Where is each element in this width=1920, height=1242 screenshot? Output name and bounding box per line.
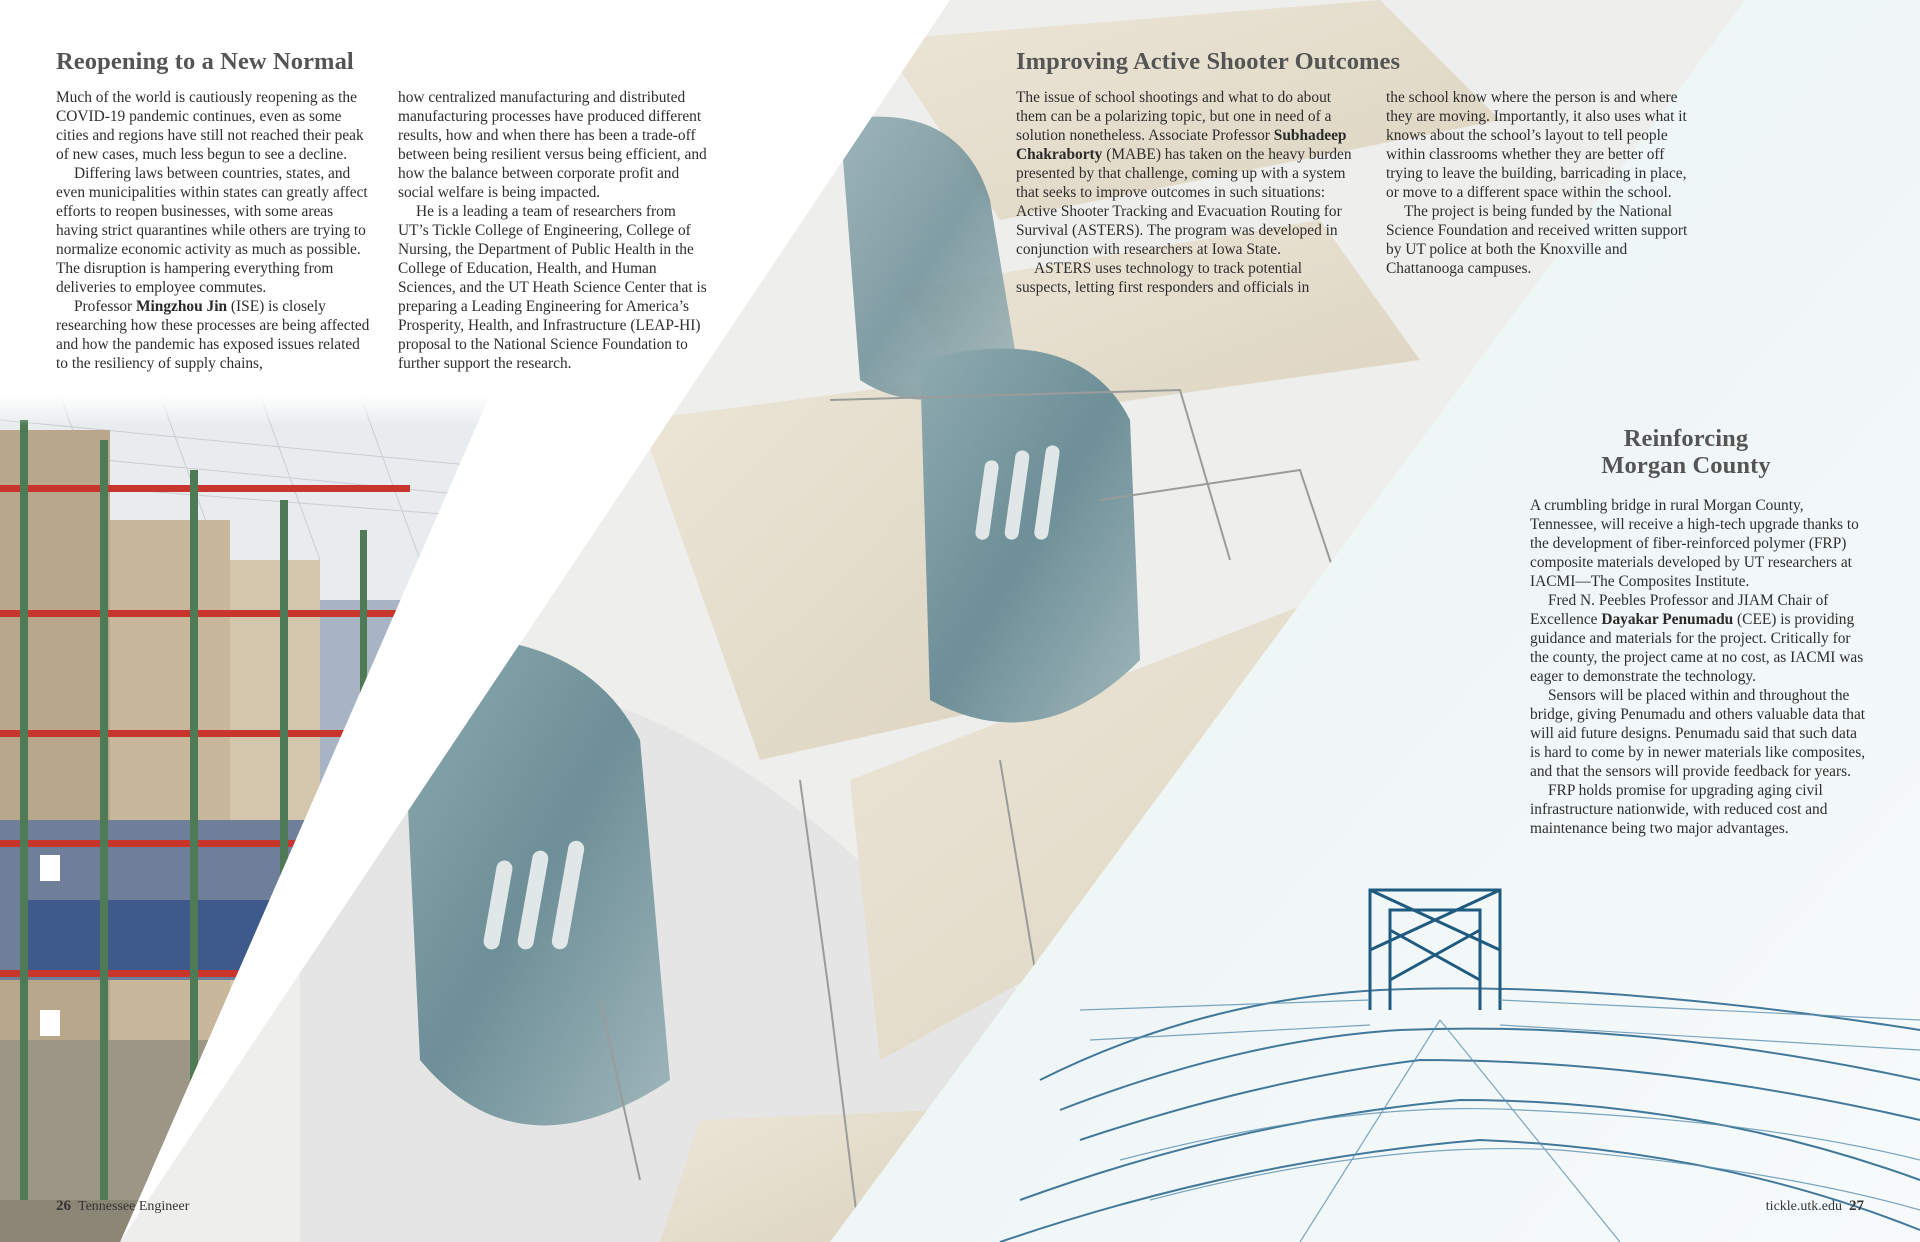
reopening-column-2 <box>398 88 710 373</box>
shooter-paragraph-2: ASTERS uses technology to track potential suspects, letting first responders and officials in <box>1016 260 1310 296</box>
shooter-paragraph-1: The issue of school shootings and what to do about them can be a polarizing topic, but one in need of a solution nonetheless. Associate Professor Subhadeep Chakraborty (MABE) has taken on the heavy burden presented by that challenge, coming up with a system that seeks to improve outcomes in such situations: Active Shooter Tracking and Evacuation Routing for Survival (ASTERS). The program was developed in conjunction with researchers at Iowa State. <box>1016 89 1352 258</box>
reopening-paragraph-1: Much of the world is cautiously reopening as the COVID-19 pandemic continues, even as some cities and regions have still not reached their peak of new cases, much less begun to see a decline. <box>56 89 364 163</box>
reopening-paragraph-5: He is a leading a team of researchers from UT’s Tickle College of Engineering, College of Nursing, the Department of Public Health in the College of Education, Health, and Human Sciences, and the UT Heath Science Center that is preparing a Leading Engineering for America’s Prosperity, Health, and Infrastructure (LEAP-HI) proposal to the National Science Foundation to further support the research. <box>398 203 707 372</box>
researcher-name-penumadu: Dayakar Penumadu <box>1601 611 1734 628</box>
morgan-title-line-2: Morgan County <box>1601 452 1771 479</box>
morgan-title-line-1: Reinforcing <box>1623 425 1749 452</box>
morgan-paragraph-4: FRP holds promise for upgrading aging civil infrastructure nationwide, with reduced cost and maintenance being two major advantages. <box>1530 782 1828 837</box>
researcher-name-chakraborty: Subhadeep Chakraborty <box>1016 127 1347 163</box>
shooter-column-1 <box>1016 88 1352 297</box>
reopening-paragraph-4: how centralized manufacturing and distributed manufacturing processes have produced different results, how and when there has been a trade-off between being resilient versus being efficient, and how the balance between corporate profit and social welfare is being impacted. <box>398 89 707 201</box>
page-number-left: 26 <box>56 1198 71 1214</box>
morgan-column <box>1530 496 1868 838</box>
reopening-column-1 <box>56 88 372 373</box>
morgan-paragraph-3: Sensors will be placed within and throughout the bridge, giving Penumadu and others valuable data that will aid future designs. Penumadu said that such data is hard to come by in newer materials like composites, and that the sensors will provide feedback for years. <box>1530 687 1866 780</box>
reopening-paragraph-2: Differing laws between countries, states, and even municipalities within states can greatly affect efforts to reopen businesses, with some areas having strict quarantines while others are trying to normalize economic activity as much as possible. The disruption is hampering everything from deliveries to employee commutes. <box>56 165 368 296</box>
shooter-column-2 <box>1386 88 1698 278</box>
magazine-url: tickle.utk.edu <box>1765 1199 1842 1214</box>
shooter-paragraph-3: the school know where the person is and where they are moving. Importantly, it also uses what it knows about the school’s layout to tell people within classrooms whether they are better off trying to leave the building, barricading in place, or move to a different space within the school. <box>1386 89 1687 201</box>
shooter-title: Improving Active Shooter Outcomes <box>1016 48 1401 75</box>
magazine-title: Tennessee Engineer <box>78 1199 190 1214</box>
folio-right <box>1766 1198 1864 1215</box>
reopening-paragraph-3: Professor Mingzhou Jin (ISE) is closely researching how these processes are being affected and how the pandemic has exposed issues related to the resiliency of supply chains, <box>56 298 370 372</box>
morgan-paragraph-1: A crumbling bridge in rural Morgan County, Tennessee, will receive a high-tech upgrade thanks to the development of fiber-reinforced polymer (FRP) composite materials developed by UT researchers at IACMI—The Composites Institute. <box>1530 497 1859 590</box>
reopening-title: Reopening to a New Normal <box>56 48 354 75</box>
folio-left <box>56 1198 189 1215</box>
shooter-paragraph-4: The project is being funded by the National Science Foundation and received written support by UT police at both the Knoxville and Chattanooga campuses. <box>1386 203 1688 277</box>
page-number-right: 27 <box>1849 1198 1864 1214</box>
morgan-title <box>1530 425 1842 479</box>
morgan-paragraph-2: Fred N. Peebles Professor and JIAM Chair of Excellence Dayakar Penumadu (CEE) is providing guidance and materials for the project. Critically for the county, the project came at no cost, as IACMI was eager to demonstrate the technology. <box>1530 592 1864 685</box>
researcher-name-jin: Mingzhou Jin <box>135 298 228 315</box>
